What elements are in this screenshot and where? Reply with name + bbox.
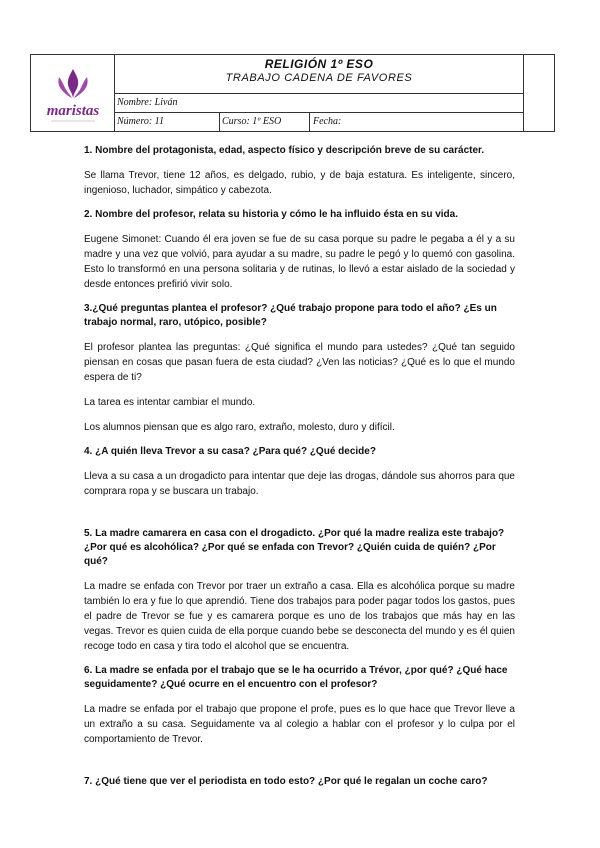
question-1: 1. Nombre del protagonista, edad, aspecto físico y descripción breve de su carácter. — [84, 145, 485, 156]
question-4: 4. ¿A quién lleva Trevor a su casa? ¿Para qué? ¿Qué decide? — [84, 446, 376, 457]
divider — [219, 113, 220, 132]
worksheet-body — [84, 144, 515, 799]
course-field: Curso: 1º ESO — [222, 116, 282, 127]
answer-3-part-1: El profesor plantea las preguntas: ¿Qué significa el mundo para ustedes? ¿Qué tan seguido piensan en cosas que pasan fuera de esta ciudad? ¿Ven las noticias? ¿Qué es lo que el mundo espera de ti? — [84, 342, 515, 383]
question-7: 7. ¿Qué tiene que ver el periodista en todo esto? ¿Por qué le regalan un coche caro? — [84, 776, 488, 787]
question-2: 2. Nombre del profesor, relata su historia y cómo le ha influido ésta en su vida. — [84, 209, 458, 220]
svg-text:maristas: maristas — [46, 103, 100, 119]
document-subtitle: TRABAJO CADENA DE FAVORES — [225, 72, 413, 84]
name-field: Nombre: Liván — [117, 97, 178, 108]
spacer — [84, 509, 515, 527]
answer-4: Lleva a su casa a un drogadicto para intentar que deje las drogas, dándole sus ahorros para que comprara ropa y se buscara un trabajo. — [84, 471, 515, 497]
name-row — [115, 93, 524, 112]
document-title: RELIGIÓN 1º ESO — [264, 57, 374, 71]
spacer — [84, 757, 515, 775]
answer-3-part-3: Los alumnos piensan que es algo raro, extraño, molesto, duro y difícil. — [84, 422, 395, 433]
divider — [309, 113, 310, 132]
title-cell — [115, 55, 524, 93]
number-field: Número: 11 — [117, 116, 164, 127]
logo-cell — [31, 55, 115, 131]
maristas-logo — [37, 65, 109, 125]
date-field: Fecha: — [313, 116, 342, 127]
answer-1: Se llama Trevor, tiene 12 años, es delgado, rubio, y de baja estatura. Es inteligente, sincero, ingenioso, luchador, simpático y cabezota. — [84, 170, 515, 196]
question-3: 3.¿Qué preguntas plantea el profesor? ¿Qué trabajo propone para todo el año? ¿Es un trabajo normal, raro, utópico, posible? — [84, 303, 497, 328]
answer-6: La madre se enfada por el trabajo que propone el profe, pues es lo que hace que Trevor lleve a un extraño a su casa. Seguidamente va al colegio a hablar con el profesor y lo culpa por el comportamiento de Trevor. — [84, 704, 515, 745]
blank-cell — [523, 55, 554, 131]
answer-2: Eugene Simonet: Cuando él era joven se fue de su casa porque su padre le pegaba a él y a su madre y una vez que volvió, para ayudar a su madre, su padre le pegó y lo quemó con gasolina. Esto lo transformó en una persona solitaria y de rutinas, lo llevó a estar aislado de la sociedad y desde entonces prefirió vivir solo. — [84, 234, 515, 290]
question-6: 6. La madre se enfada por el trabajo que se le ha ocurrido a Trévor, ¿por qué? ¿Qué hace seguidamente? ¿Qué ocurre en el encuentro con el profesor? — [84, 665, 508, 690]
answer-5: La madre se enfada con Trevor por traer un extraño a casa. Ella es alcohólica porque su madre también lo era y fue lo que aprendió. Tiene dos trabajos para poder pagar todos los gastos, pues el padre de Trevor se fue y es camarera porque es uno de los trabajos que más hay en las vegas. Trevor es quien cuida de ella porque cuando bebe se desconecta del mundo y es él quien recoge todo en casa y tira todo el alcohol que se encuentra. — [84, 581, 515, 652]
header-table — [30, 54, 555, 132]
answer-3-part-2: La tarea es intentar cambiar el mundo. — [84, 397, 256, 408]
number-row — [115, 112, 524, 132]
question-5: 5. La madre camarera en casa con el drogadicto. ¿Por qué la madre realiza este trabajo? ¿Por qué es alcohólica? ¿Por qué se enfada con Trevor? ¿Quién cuida de quién? ¿Por qué? — [84, 528, 505, 567]
